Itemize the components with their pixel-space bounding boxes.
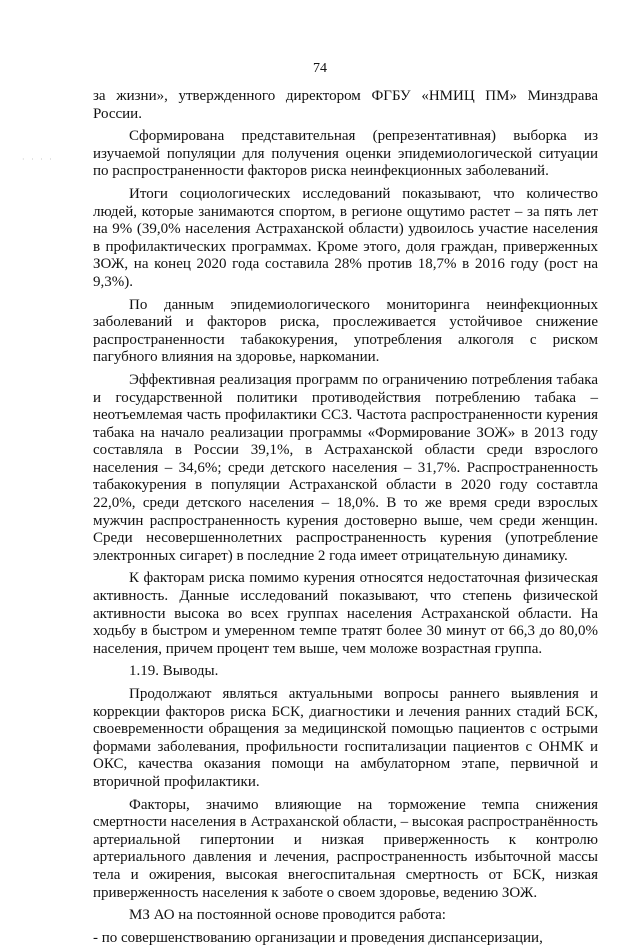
- paragraph-actual-issues: Продолжают являться актуальными вопросы раннего выявления и коррекции факторов риска БСК, диагностики и лечения ранних стадий БСК, своевременности обращения за медицинской помощью пациентов с острыми формами заболевания, профильности госпитализации пациентов с ОНМК и ОКС, качества оказания помощи на амбулаторном этапе, первичной и вторичной профилактики.: [93, 686, 598, 790]
- margin-marks: · · · ·: [22, 155, 54, 164]
- paragraph-sample: Сформирована представительная (репрезентативная) выборка из изучаемой популяции для получения оценки эпидемиологической ситуации по распространенности факторов риска неинфекционных заболеваний.: [93, 128, 598, 180]
- page-number: 74: [313, 61, 327, 76]
- list-item-dispensary: - по совершенствованию организации и проведения диспансеризации,: [93, 929, 543, 946]
- paragraph-tobacco-programs: Эффективная реализация программ по ограничению потребления табака и государственной политики противодействия потреблению табака – неотъемлемая часть профилактики ССЗ. Частота распространенности курения табака на начало реализации программы «Формирование ЗОЖ» в 2013 году составляла в России 39,1%, в Астраханской области среди взрослого населения – 34,6%; среди детского населения – 31,7%. Распространенность табакокурения в популяции Астраханской области в 2020 году составтла 22,0%, среди детского населения – 18,0%. В то же время среди взрослых мужчин распространенность курения достоверно выше, чем среди женщин. Среди несовершеннолетних распространенность курения (употребление электронных сигарет) в последние 2 года имеет отрицательную динамику.: [93, 371, 598, 564]
- paragraph-ongoing-work: МЗ АО на постоянной основе проводится работа:: [129, 907, 446, 924]
- paragraph-sociological-results: Итоги социологических исследований показывают, что количество людей, которые занимаются спортом, в регионе ощутимо растет – за пять лет на 9% (39,0% населения Астраханской области) удвоилось участие населения в профилактических программах. Кроме этого, доля граждан, приверженных ЗОЖ, на конец 2020 года составила 28% против 18,7% в 2016 году (рост на 9,3%).: [93, 185, 598, 290]
- paragraph-continuation: за жизни», утвержденного директором ФГБУ «НМИЦ ПМ» Минздрава России.: [93, 88, 598, 122]
- paragraph-mortality-factors: Факторы, значимо влияющие на торможение темпа снижения смертности населения в Астраханской области, – высокая распространённость артериальной гипертонии и низкая приверженность к контролю артериального давления и лечения, распространенность избыточной массы тела и ожирения, высокая внегоспитальная смертность от БСК, низкая приверженность населения к заботе о своем здоровье, ведению ЗОЖ.: [93, 796, 598, 901]
- document-body: [93, 88, 598, 947]
- paragraph-physical-activity: К факторам риска помимо курения относятся недостаточная физическая активность. Данные исследований показывают, что степень физической активности высока во всех группах населения Астраханской области. На ходьбу в быстром и умеренном темпе тратят более 30 минут от 66,3 до 80,0% населения, причем процент тем выше, чем моложе возрастная группа.: [93, 570, 598, 657]
- paragraph-epidemiological-monitoring: По данным эпидемиологического мониторинга неинфекционных заболеваний и факторов риска, прослеживается устойчивое снижение распространенности табакокурения, употребления алкоголя с риском пагубного влияния на здоровье, наркомании.: [93, 296, 598, 366]
- section-heading-conclusions: 1.19. Выводы.: [129, 663, 219, 680]
